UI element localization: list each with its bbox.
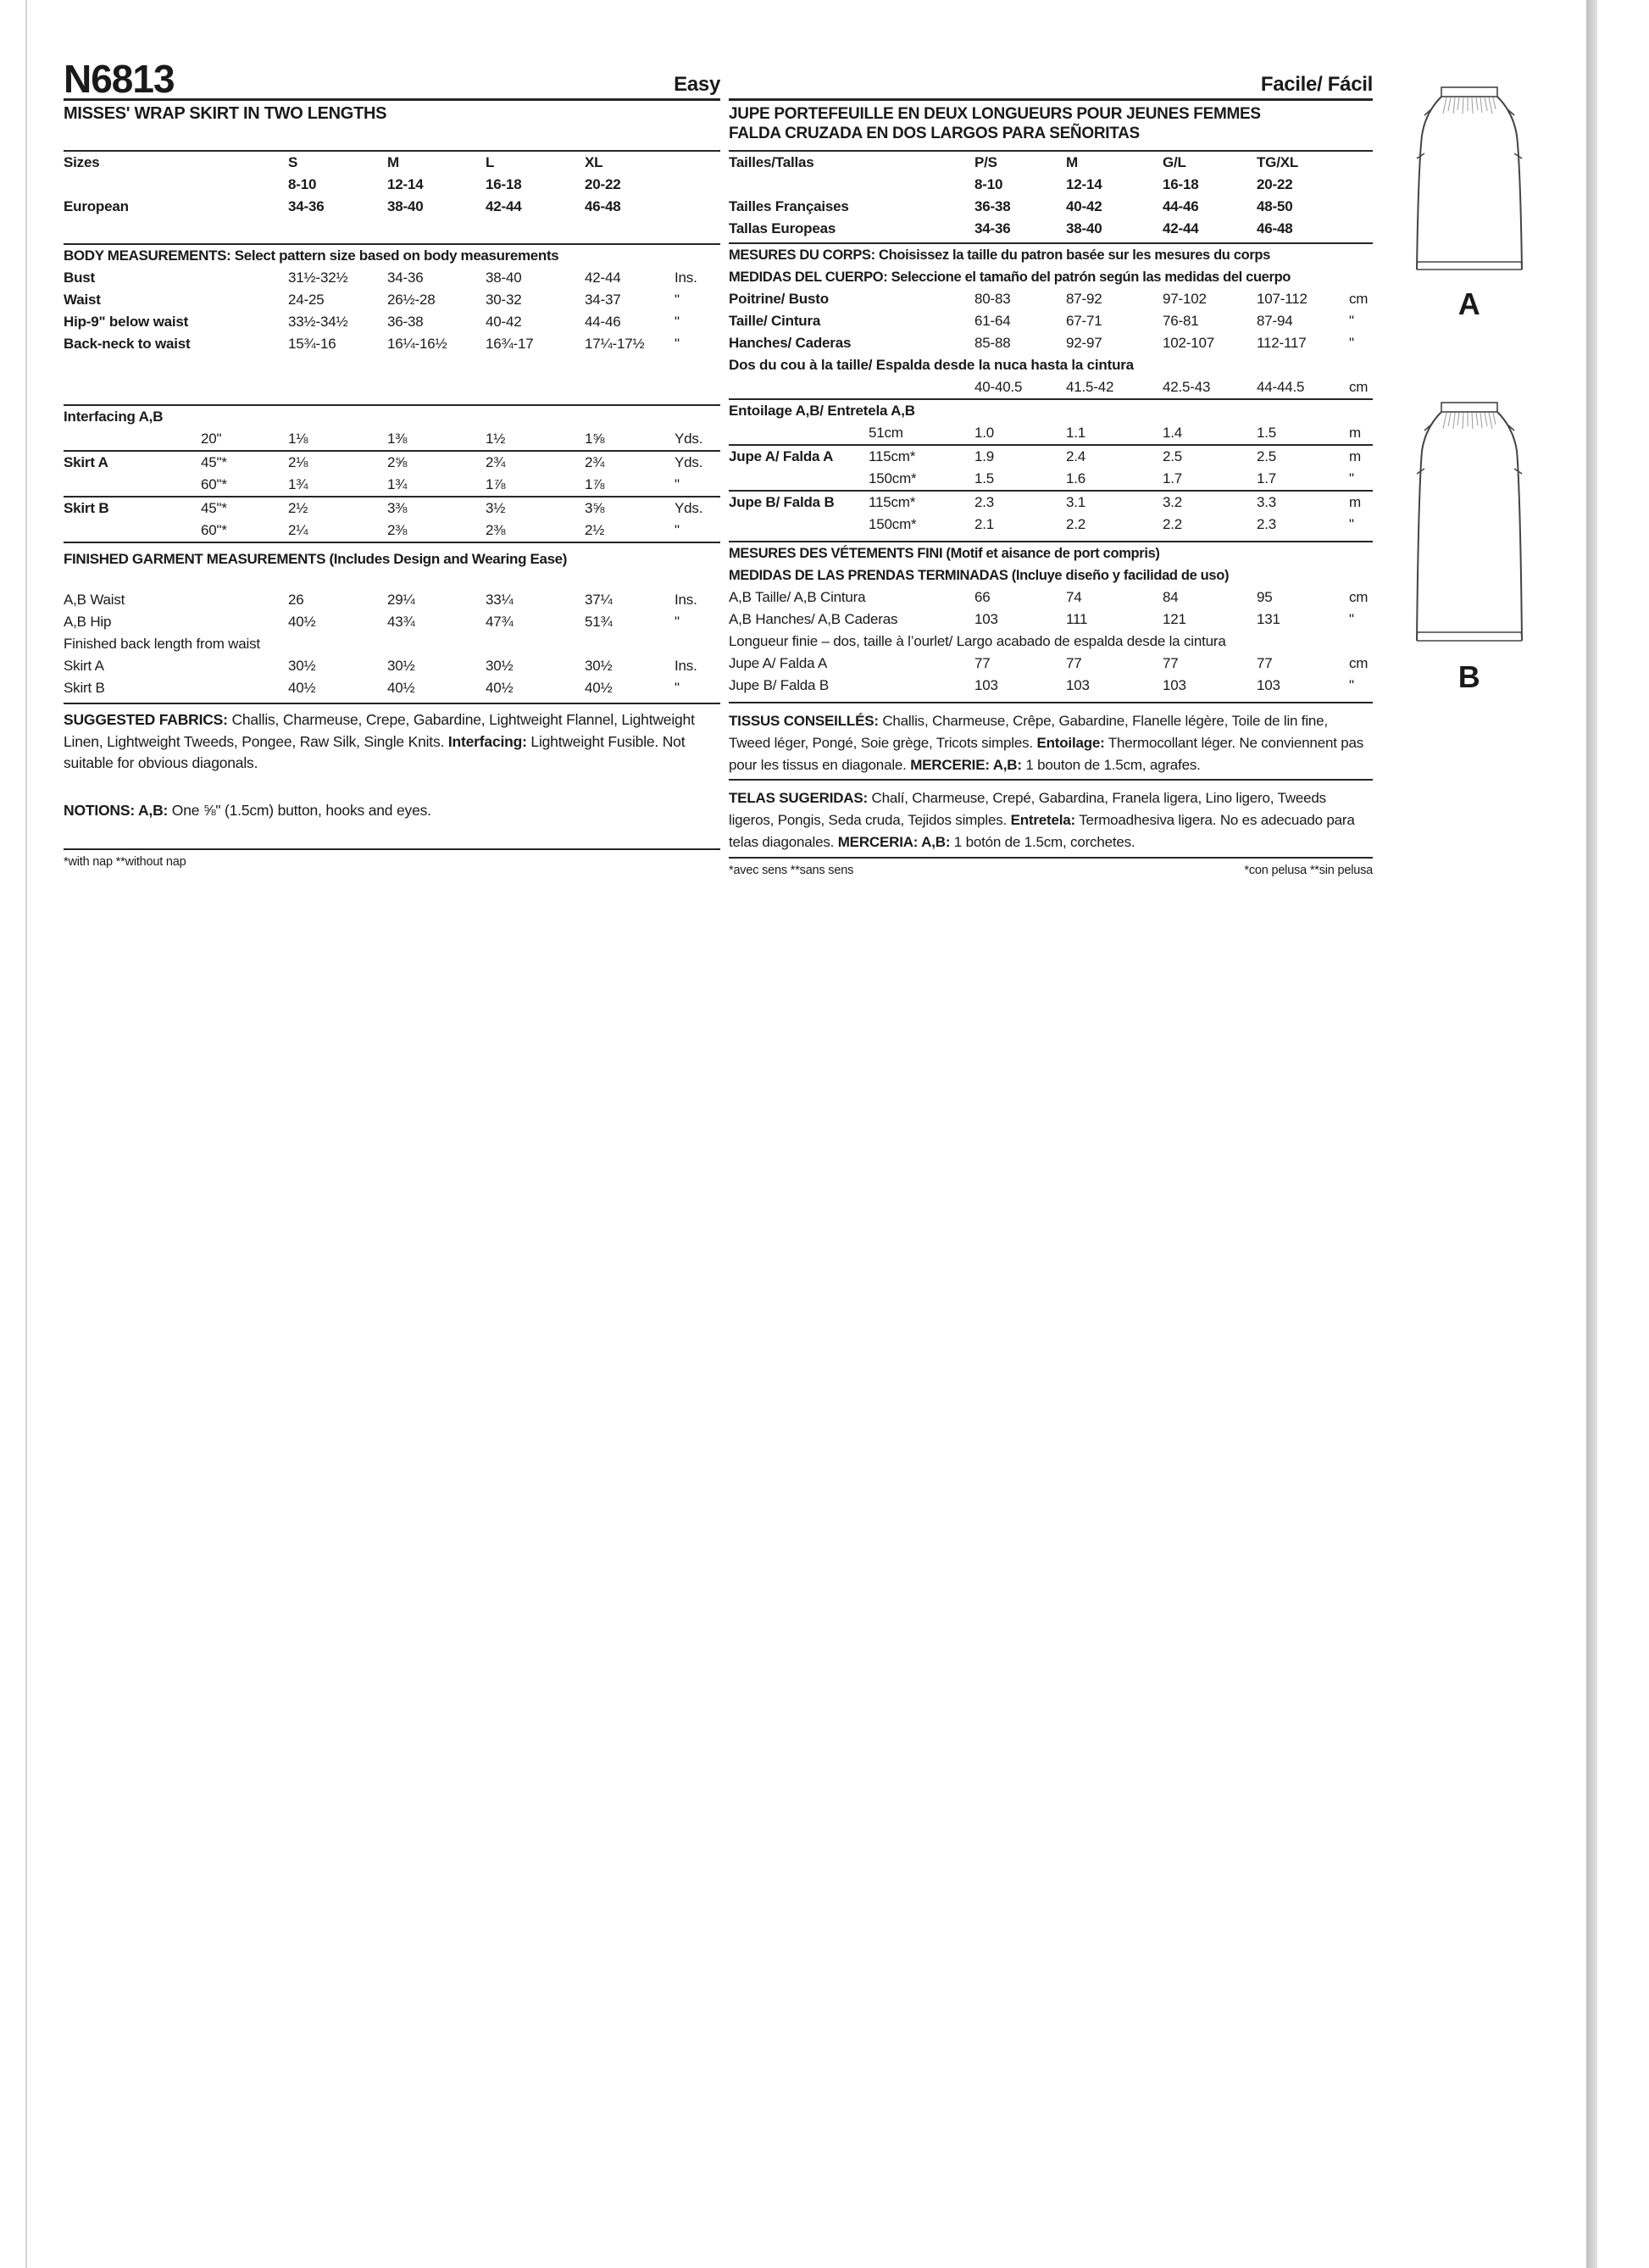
unit-cell: cm (1349, 655, 1369, 671)
cell: 45"* (201, 454, 227, 470)
unit-cell: " (675, 336, 680, 352)
cell: 87-94 (1257, 313, 1293, 329)
table-row (64, 428, 720, 450)
cell: 42.5-43 (1163, 379, 1211, 395)
cell: 2.5 (1163, 448, 1183, 464)
cell: European (64, 198, 129, 214)
cell: 33½-34½ (288, 314, 348, 330)
table-row (64, 406, 720, 428)
cell: 20" (201, 431, 222, 447)
skirt-b-illustration (1413, 400, 1525, 654)
cell: Skirt B (64, 500, 109, 516)
cell: 77 (1066, 655, 1082, 671)
unit-cell: Yds. (675, 500, 703, 516)
cell: 1⅝ (585, 431, 605, 447)
table-row (729, 492, 1373, 514)
notions-lead: NOTIONS: A,B: (64, 801, 169, 819)
interfacing-text: Lightweight Fusible. Not suitable for obvious diagonals. (64, 732, 686, 771)
table-row (64, 289, 720, 311)
nap-footnote-fr: *avec sens **sans sens (729, 864, 854, 877)
cell: 26 (288, 592, 304, 608)
suggested-fabrics-paragraph (64, 709, 720, 775)
cell: 40½ (387, 680, 415, 696)
unit-cell: " (675, 614, 680, 630)
cell: Longueur finie – dos, taille à l’ourlet/ Largo acabado de espalda desde la cintura (729, 633, 1226, 649)
cell: A,B Waist (64, 592, 125, 608)
table-row (64, 152, 720, 174)
cell: 30½ (288, 658, 316, 674)
unit-cell: cm (1349, 291, 1369, 307)
cell: 37¼ (585, 592, 613, 608)
cell: 16-18 (1163, 176, 1199, 192)
cell: Poitrine/ Busto (729, 291, 829, 307)
cell: 1¾ (288, 476, 308, 492)
cell: 34-36 (387, 270, 424, 286)
table-row (729, 218, 1373, 240)
cell: 67-71 (1066, 313, 1102, 329)
cell: 2⅛ (288, 454, 308, 470)
unit-cell: " (1349, 516, 1354, 532)
cell: Finished back length from waist (64, 636, 260, 652)
cell: 2¼ (288, 522, 308, 538)
cell: Sizes (64, 154, 100, 170)
table-row (64, 520, 720, 542)
unit-cell: " (675, 476, 680, 492)
cell: 8-10 (974, 176, 1003, 192)
cell: 1¾ (387, 476, 408, 492)
unit-cell: Yds. (675, 431, 703, 447)
view-b-label: B (1457, 659, 1481, 694)
tissus-text: Challis, Charmeuse, Crêpe, Gabardine, Flanelle légère, Toile de lin fine, Tweed léger, Pongé, Soie grège, Tricots simples. (729, 713, 1328, 751)
table-row (729, 468, 1373, 490)
table-row (729, 288, 1373, 310)
cell: Skirt B (64, 680, 105, 696)
mercerie-lead: MERCERIE: A,B: (910, 757, 1022, 773)
nap-footnote: *with nap **without nap (64, 855, 186, 869)
table-row (64, 452, 720, 474)
interfacing-lead: Interfacing: (447, 732, 527, 750)
cell: 2.1 (974, 516, 995, 532)
cell: A,B Taille/ A,B Cintura (729, 589, 866, 605)
unit-cell: " (1349, 313, 1354, 329)
cell: 1.4 (1163, 425, 1183, 441)
cell: Jupe A/ Falda A (729, 448, 834, 464)
unit-cell: " (1349, 611, 1354, 627)
cell: 80-83 (974, 291, 1011, 307)
cell: 2.3 (1257, 516, 1277, 532)
table-row (729, 174, 1373, 196)
table-row (64, 633, 720, 655)
table-row (64, 196, 720, 218)
section-heading-mesures-du-corps: MESURES DU CORPS: Choisissez la taille du patron basée sur les mesures du corps (729, 247, 1270, 263)
table-row (729, 332, 1373, 354)
cell: A,B Hanches/ A,B Caderas (729, 611, 898, 627)
table-row (64, 677, 720, 699)
cell: 40-42 (1066, 198, 1102, 214)
rule (729, 702, 1373, 703)
cell: 77 (974, 655, 991, 671)
table-row (64, 611, 720, 633)
cell: 30½ (387, 658, 415, 674)
cell: 115cm* (869, 448, 916, 464)
cell: TG/XL (1257, 154, 1299, 170)
cell: 46-48 (1257, 220, 1293, 236)
table-row (729, 400, 1373, 422)
cell: 31½-32½ (288, 270, 348, 286)
cell: 45"* (201, 500, 227, 516)
rule (729, 857, 1373, 859)
entretela-lead: Entretela: (1010, 812, 1075, 828)
skirt-b-line-art (1413, 400, 1525, 654)
unit-cell: " (675, 680, 680, 696)
cell: 38-40 (1066, 220, 1102, 236)
cell: 15¾-16 (288, 336, 336, 352)
unit-cell: " (1349, 677, 1354, 693)
entretela-text: Termoadhesiva ligera. No es adecuado para telas diagonales. (729, 812, 1355, 850)
cell: 60"* (201, 476, 227, 492)
cell: 2⅝ (387, 454, 408, 470)
cell: 2⅜ (387, 522, 408, 538)
cell: 92-97 (1066, 335, 1102, 351)
cell: 111 (1066, 611, 1088, 627)
cell: 1.1 (1066, 425, 1086, 441)
table-row (729, 196, 1373, 218)
section-heading-medidas-del-cuerpo: MEDIDAS DEL CUERPO: Seleccione el tamaño del patrón según las medidas del cuerpo (729, 270, 1291, 285)
cell: 12-14 (1066, 176, 1102, 192)
section-heading-mesures-finies: MESURES DES VÉTEMENTS FINI (Motif et aisance de port compris) (729, 546, 1160, 561)
cell: XL (585, 154, 603, 170)
cell: 51cm (869, 425, 903, 441)
difficulty-header (729, 54, 1373, 98)
cell: 40½ (288, 680, 316, 696)
table-row (729, 631, 1373, 653)
cell: Skirt A (64, 658, 104, 674)
cell: 77 (1163, 655, 1179, 671)
cell: 84 (1163, 589, 1179, 605)
cell: 1⅞ (585, 476, 605, 492)
table-row (64, 311, 720, 333)
entoilage-text: Thermocollant léger. Ne conviennent pas pour les tissus en diagonale. (729, 735, 1364, 773)
page-title-fr: JUPE PORTEFEUILLE EN DEUX LONGUEURS POUR JEUNES FEMMES (729, 105, 1261, 123)
cell: 48-50 (1257, 198, 1293, 214)
telas-text: Chalí, Charmeuse, Crepé, Gabardina, Franela ligera, Lino ligero, Tweeds ligeros, Pongis, Seda cruda, Tejidos simples. (729, 790, 1326, 828)
rule (729, 779, 1373, 781)
cell: 103 (1257, 677, 1280, 693)
cell: 34-36 (974, 220, 1011, 236)
cell: 102-107 (1163, 335, 1214, 351)
table-row (729, 653, 1373, 675)
cell: 2¾ (585, 454, 605, 470)
table-row (64, 474, 720, 496)
cell: 41.5-42 (1066, 379, 1114, 395)
telas-sugeridas-paragraph (729, 787, 1373, 853)
cell: 46-48 (585, 198, 621, 214)
cell: A,B Hip (64, 614, 112, 630)
notions-text: One ⅝" (1.5cm) button, hooks and eyes. (168, 801, 431, 819)
skirt-a-line-art (1413, 85, 1525, 285)
cell: 40-42 (486, 314, 522, 330)
cell: 1.9 (974, 448, 995, 464)
cell: M (1066, 154, 1078, 170)
cell: 1⅞ (486, 476, 506, 492)
cell: Jupe B/ Falda B (729, 494, 835, 510)
unit-cell: m (1349, 448, 1361, 464)
table-row (729, 422, 1373, 444)
nap-footnote-es: *con pelusa **sin pelusa (1244, 864, 1373, 877)
unit-cell: Ins. (675, 658, 697, 674)
cell: Taille/ Cintura (729, 313, 821, 329)
unit-cell: Ins. (675, 270, 697, 286)
cell: 103 (974, 611, 998, 627)
cell: 3½ (486, 500, 506, 516)
cell: 1.7 (1163, 470, 1183, 486)
cell: 2.2 (1163, 516, 1183, 532)
cell: 150cm* (869, 470, 917, 486)
page-title-en: MISSES' WRAP SKIRT IN TWO LENGTHS (64, 104, 387, 123)
pattern-number: N6813 (64, 57, 175, 101)
cell: 44-46 (1163, 198, 1199, 214)
merceria-lead: MERCERIA: A,B: (837, 834, 951, 850)
cell: 1.7 (1257, 470, 1277, 486)
cell: 30½ (585, 658, 613, 674)
cell: 20-22 (1257, 176, 1293, 192)
cell: 44-44.5 (1257, 379, 1305, 395)
cell: Interfacing A,B (64, 409, 164, 425)
cell: 16¼-16½ (387, 336, 447, 352)
cell: 107-112 (1257, 291, 1308, 307)
cell: 40½ (486, 680, 514, 696)
cell: 3⅜ (387, 500, 408, 516)
cell: 2⅜ (486, 522, 506, 538)
page-edge-left (25, 0, 27, 2268)
table-row (729, 354, 1373, 376)
table-row (64, 589, 720, 611)
cell: 2½ (288, 500, 308, 516)
cell: Entoilage A,B/ Entretela A,B (729, 403, 915, 419)
cell: M (387, 154, 399, 170)
cell: 60"* (201, 522, 227, 538)
cell: Waist (64, 292, 101, 308)
cell: 3.3 (1257, 494, 1277, 510)
cell: 2½ (585, 522, 605, 538)
cell: 29¼ (387, 592, 415, 608)
table-row (64, 498, 720, 520)
cell: 16¾-17 (486, 336, 534, 352)
fabrics-lead: SUGGESTED FABRICS: (64, 711, 228, 728)
cell: Tailles/Tallas (729, 154, 814, 170)
cell: 42-44 (486, 198, 522, 214)
cell: G/L (1163, 154, 1186, 170)
cell: 47¾ (486, 614, 514, 630)
cell: 76-81 (1163, 313, 1199, 329)
mercerie-text: 1 bouton de 1.5cm, agrafes. (1021, 757, 1201, 773)
section-heading-medidas-terminadas: MEDIDAS DE LAS PRENDAS TERMINADAS (Incluye diseño y facilidad de uso) (729, 568, 1230, 583)
table-row (729, 446, 1373, 468)
table-row (64, 174, 720, 196)
cell: L (486, 154, 495, 170)
section-heading-body-measurements: BODY MEASUREMENTS: Select pattern size based on body measurements (64, 247, 559, 264)
unit-cell: " (1349, 470, 1354, 486)
merceria-text: 1 botón de 1.5cm, corchetes. (950, 834, 1135, 850)
cell: 16-18 (486, 176, 522, 192)
table-row (729, 376, 1373, 398)
cell: 44-46 (585, 314, 621, 330)
cell: Bust (64, 270, 95, 286)
cell: 112-117 (1257, 335, 1307, 351)
cell: Tallas Europeas (729, 220, 836, 236)
cell: 3.1 (1066, 494, 1086, 510)
cell: P/S (974, 154, 997, 170)
cell: 103 (1163, 677, 1186, 693)
cell: Jupe B/ Falda B (729, 677, 829, 693)
unit-cell: Yds. (675, 454, 703, 470)
cell: 8-10 (288, 176, 317, 192)
cell: 17¼-17½ (585, 336, 645, 352)
table-row (64, 655, 720, 677)
cell: 3.2 (1163, 494, 1183, 510)
cell: 40½ (585, 680, 613, 696)
table-row (729, 310, 1373, 332)
unit-cell: " (675, 314, 680, 330)
cell: S (288, 154, 298, 170)
telas-lead: TELAS SUGERIDAS: (729, 790, 868, 806)
unit-cell: " (1349, 335, 1354, 351)
cell: 1½ (486, 431, 506, 447)
cell: 12-14 (387, 176, 424, 192)
cell: 87-92 (1066, 291, 1102, 307)
cell: 103 (1066, 677, 1090, 693)
view-a-label: A (1457, 286, 1481, 321)
cell: 43¾ (387, 614, 415, 630)
cell: 66 (974, 589, 991, 605)
cell: 40½ (288, 614, 316, 630)
cell: 150cm* (869, 516, 917, 532)
unit-cell: cm (1349, 589, 1369, 605)
skirt-a-illustration (1413, 85, 1525, 285)
cell: 34-36 (288, 198, 325, 214)
cell: 36-38 (387, 314, 424, 330)
cell: 2.2 (1066, 516, 1086, 532)
cell: 30½ (486, 658, 514, 674)
page-title-es: FALDA CRUZADA EN DOS LARGOS PARA SEÑORITAS (729, 125, 1140, 142)
difficulty-label-en: Easy (674, 73, 720, 96)
cell: 1⅛ (288, 431, 308, 447)
cell: 38-40 (486, 270, 522, 286)
cell: Tailles Françaises (729, 198, 849, 214)
unit-cell: " (675, 522, 680, 538)
unit-cell: m (1349, 425, 1361, 441)
cell: 20-22 (585, 176, 621, 192)
table-row (64, 267, 720, 289)
cell: 51¾ (585, 614, 613, 630)
cell: 42-44 (1163, 220, 1199, 236)
unit-cell: cm (1349, 379, 1369, 395)
cell: Dos du cou à la taille/ Espalda desde la nuca hasta la cintura (729, 357, 1134, 373)
pattern-header (64, 54, 720, 101)
tissus-conseilles-paragraph (729, 710, 1373, 776)
cell: 74 (1066, 589, 1082, 605)
cell: 1⅜ (387, 431, 408, 447)
difficulty-label-intl: Facile/ Fácil (1260, 73, 1373, 96)
rule (729, 98, 1373, 101)
entoilage-lead: Entoilage: (1036, 735, 1105, 751)
notions-paragraph (64, 800, 720, 822)
cell: 121 (1163, 611, 1186, 627)
unit-cell: " (675, 292, 680, 308)
cell: Skirt A (64, 454, 108, 470)
cell: 40-40.5 (974, 379, 1023, 395)
rule (64, 542, 720, 543)
cell: 30-32 (486, 292, 522, 308)
tissus-lead: TISSUS CONSEILLÉS: (729, 713, 879, 729)
cell: 77 (1257, 655, 1273, 671)
cell: 1.5 (974, 470, 995, 486)
cell: 115cm* (869, 494, 916, 510)
cell: Hip-9" below waist (64, 314, 189, 330)
cell: 2.3 (974, 494, 995, 510)
cell: 42-44 (585, 270, 621, 286)
cell: 1.5 (1257, 425, 1277, 441)
cell: 61-64 (974, 313, 1011, 329)
cell: 33¼ (486, 592, 514, 608)
table-row (729, 152, 1373, 174)
cell: 1.6 (1066, 470, 1086, 486)
cell: 34-37 (585, 292, 621, 308)
cell: 95 (1257, 589, 1273, 605)
unit-cell: Ins. (675, 592, 697, 608)
cell: 36-38 (974, 198, 1011, 214)
table-row (64, 333, 720, 355)
cell: Back-neck to waist (64, 336, 191, 352)
cell: 131 (1257, 611, 1280, 627)
cell: 103 (974, 677, 998, 693)
unit-cell: m (1349, 494, 1361, 510)
rule (64, 703, 720, 704)
cell: Jupe A/ Falda A (729, 655, 828, 671)
section-heading-finished-garment: FINISHED GARMENT MEASUREMENTS (Includes Design and Wearing Ease) (64, 551, 568, 567)
page-edge-right (1586, 0, 1597, 2268)
table-row (729, 586, 1373, 609)
cell: 26½-28 (387, 292, 436, 308)
table-row (729, 609, 1373, 631)
cell: 2.5 (1257, 448, 1277, 464)
cell: 2¾ (486, 454, 506, 470)
cell: 97-102 (1163, 291, 1207, 307)
cell: 3⅝ (585, 500, 605, 516)
cell: Hanches/ Caderas (729, 335, 852, 351)
cell: 85-88 (974, 335, 1011, 351)
cell: 2.4 (1066, 448, 1086, 464)
right-column (729, 54, 1373, 877)
cell: 24-25 (288, 292, 325, 308)
table-row (729, 675, 1373, 697)
left-column (64, 54, 720, 869)
cell: 1.0 (974, 425, 995, 441)
table-row (729, 514, 1373, 536)
nap-footnotes-intl (729, 864, 1373, 877)
rule (64, 848, 720, 850)
cell: 38-40 (387, 198, 424, 214)
fabrics-text: Challis, Charmeuse, Crepe, Gabardine, Lightweight Flannel, Lightweight Linen, Lightweight Tweeds, Pongee, Raw Silk, Single Knits. (64, 711, 695, 750)
